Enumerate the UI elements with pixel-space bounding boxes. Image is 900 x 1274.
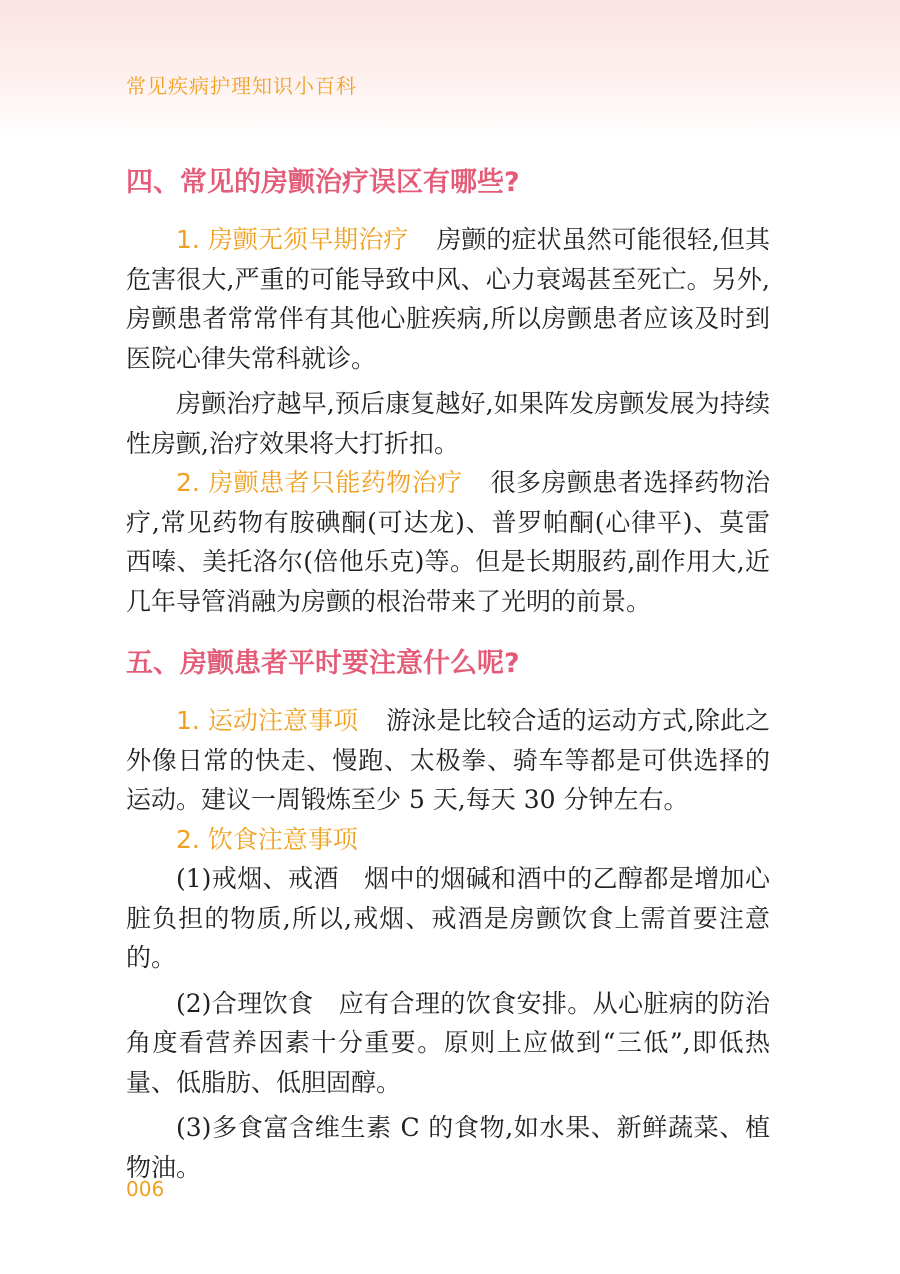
section-title: 四、常见的房颤治疗误区有哪些? <box>126 167 520 198</box>
section-title: 五、房颤患者平时要注意什么呢? <box>126 648 520 679</box>
paragraph <box>126 220 770 378</box>
paragraph-text: 很多房颤患者选择药物治疗,常见药物有胺碘酮(可达龙)、普罗帕酮(心律平)、莫雷西嗪、美托洛尔(倍他乐克)等。但是长期服药,副作用大,近几年导管消融为房颤的根治带来了光明的前景。 <box>126 468 770 616</box>
paragraph <box>126 384 770 463</box>
paragraph-text: (1)戒烟、戒酒 烟中的烟碱和酒中的乙醇都是增加心脏负担的物质,所以,戒烟、戒酒是房颤饮食上需首要注意的。 <box>126 864 770 972</box>
paragraph <box>126 859 770 978</box>
paragraph <box>126 820 770 860</box>
paragraph-lead: 1. 房颤无须早期治疗 <box>176 225 409 254</box>
paragraph-text: 房颤的症状虽然可能很轻,但其危害很大,严重的可能导致中风、心力衰竭甚至死亡。另外,房颤患者常常伴有其他心脏疾病,所以房颤患者应该及时到医院心律失常科就诊。 <box>126 225 770 373</box>
paragraph <box>126 1108 770 1187</box>
paragraph-text: (2)合理饮食 应有合理的饮食安排。从心脏病的防治角度看营养因素十分重要。原则上应做到“三低”,即低热量、低脂肪、低胆固醇。 <box>126 988 770 1097</box>
paragraph <box>126 984 770 1103</box>
paragraph-lead: 1. 运动注意事项 <box>176 706 359 735</box>
paragraph-text: (3)多食富含维生素 C 的食物,如水果、新鲜蔬菜、植物油。 <box>126 1113 770 1182</box>
paragraph-text: 游泳是比较合适的运动方式,除此之外像日常的快走、慢跑、太极拳、骑车等都是可供选择的运动。建议一周锻炼至少 5 天,每天 30 分钟左右。 <box>126 706 770 814</box>
paragraph <box>126 701 770 820</box>
paragraph-lead: 2. 房颤患者只能药物治疗 <box>176 468 463 497</box>
paragraph <box>126 463 770 621</box>
running-head: 常见疾病护理知识小百科 <box>126 74 357 98</box>
paragraph-lead: 2. 饮食注意事项 <box>176 824 358 854</box>
page-content <box>126 152 770 1187</box>
paragraph-text: 房颤治疗越早,预后康复越好,如果阵发房颤发展为持续性房颤,治疗效果将大打折扣。 <box>126 389 770 458</box>
page-number: 006 <box>126 1177 165 1201</box>
